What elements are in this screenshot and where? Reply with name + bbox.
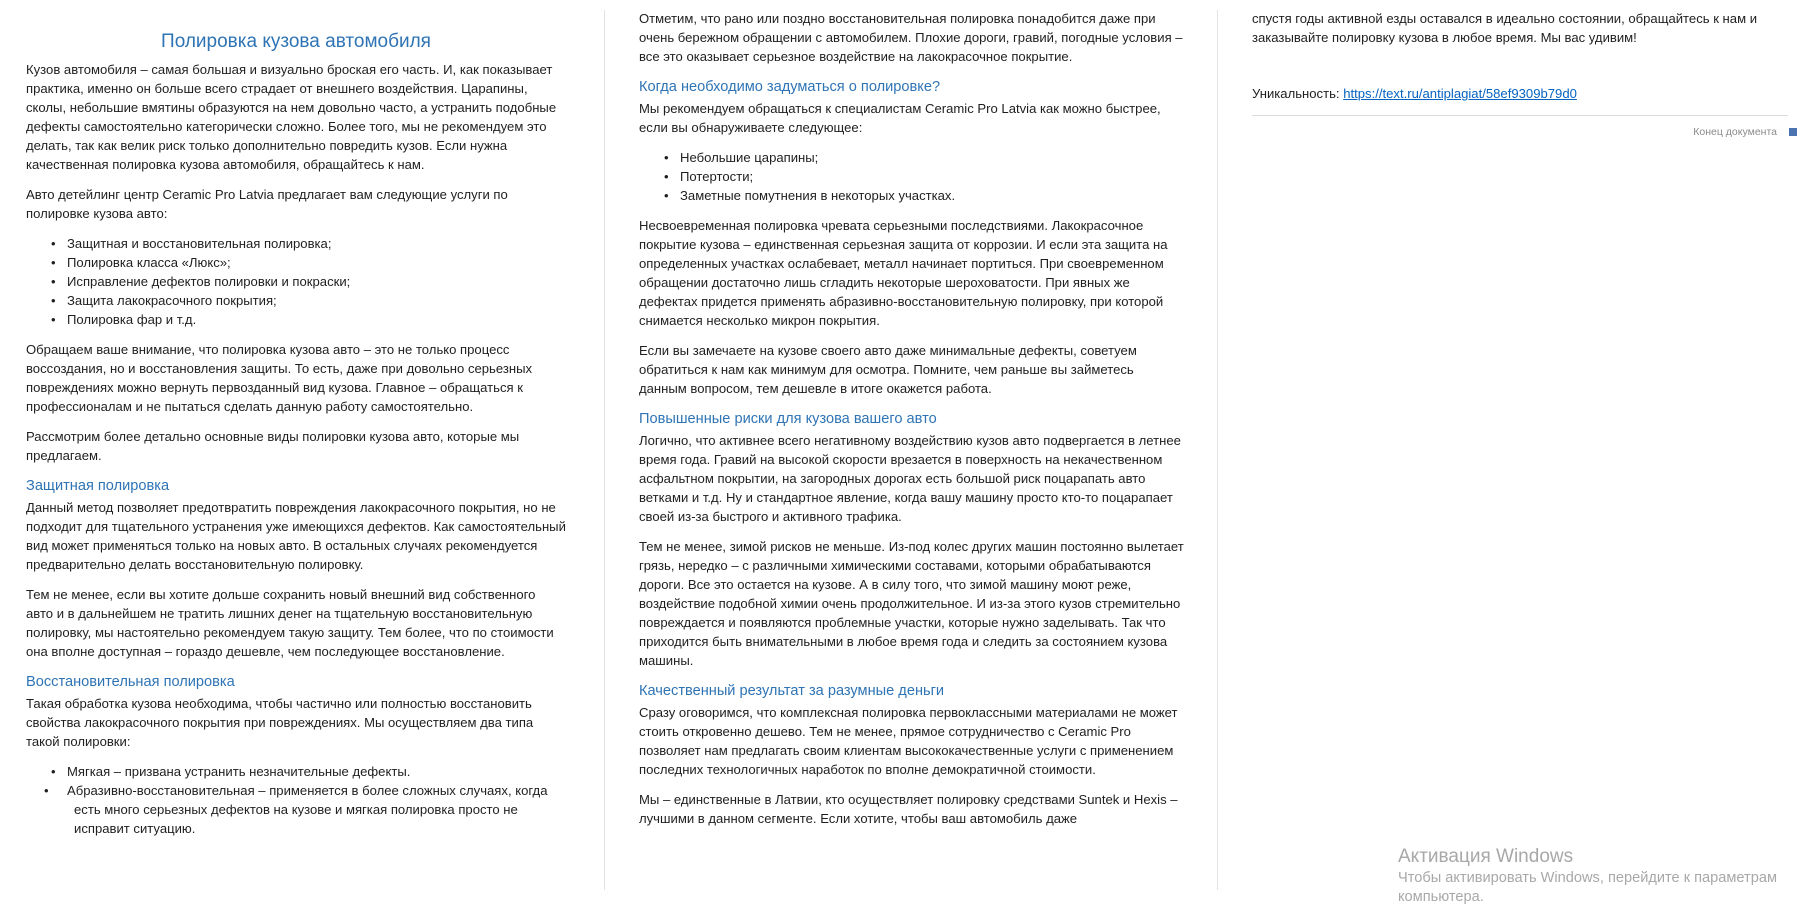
paragraph: Если вы замечаете на кузове своего авто даже минимальные дефекты, советуем обратиться к нам как минимум для осмотра. Помните, чем раньше вы займетесь данным вопросом, тем дешевле в итоге окажется работа. [639,343,1137,396]
list-item: • Исправление дефектов полировки и покраски; [67,272,566,291]
paragraph: Логично, что активнее всего негативному воздействию кузов авто подвергается в летнее время года. Гравий на высокой скорости врезается в поверхность на некачественном асфальтном покрытии, на загородных дорогах есть большой риск поцарапать авто ветками и т.д. Ну и стандартное явление, когда вашу машину просто кто-то поцарапает своей из-за быстрого и активного трафика. [639,433,1181,524]
paragraph: спустя годы активной езды оставался в идеально состоянии, обращайтесь к нам и заказывайте полировку кузова в любое время. Мы вас удивим! [1252,11,1758,45]
watermark-subtitle: Чтобы активировать Windows, перейдите к параметрам компьютера. [1398,870,1778,905]
paragraph: Тем не менее, зимой рисков не меньше. Из-под колес других машин постоянно вылетает грязь, нередко – с различными химическими составами, которыми обрабатываются дороги. Все это остается на кузове. А в силу того, что зимой машину моют реже, воздействие подобной химии очень продолжительное. И из-за этого кузов стремительно повреждается и появляются проблемные участки, которые нужно заделывать. Так что приходится быть внимательными в любое время года и следить за состоянием кузова машины. [639,539,1184,668]
list-item: • Защита лакокрасочного покрытия; [67,291,566,310]
uniqueness-line [1252,84,1797,103]
list-item: • Небольшие царапины; [680,148,1184,167]
polishing-types-list [26,762,566,838]
list-item: • Полировка класса «Люкс»; [67,253,566,272]
section-heading-when: Когда необходимо задуматься о полировке? [639,79,941,95]
uniqueness-link[interactable]: https://text.ru/antiplagiat/58ef9309b79d0 [1343,86,1577,101]
section-heading-protective: Защитная полировка [26,478,170,494]
attention-paragraph: Обращаем ваше внимание, что полировка кузова авто – это не только процесс воссоздания, но и восстановления защиты. То есть, даже при довольно серьезных повреждениях можно вернуть первозданный вид кузова. Главное – обращаться к профессионалам и не пытаться сделать данную работу самостоятельно. [26,342,533,414]
paragraph: Отметим, что рано или поздно восстановительная полировка понадобится даже при очень бережном обращении с автомобилем. Плохие дороги, гравий, погодные условия – все это оказывает серьезное воздействие на лакокрасочное покрытие. [639,11,1183,64]
paragraph: Тем не менее, если вы хотите дольше сохранить новый внешний вид собственного авто и в дальнейшем не тратить лишних денег на тщательную восстановительную полировку, мы настоятельно рекомендуем такую защиту. Тем более, что по стоимости она вполне доступная – гораздо дешевле, чем последующее восстановление. [26,587,554,659]
paragraph: Несвоевременная полировка чревата серьезными последствиями. Лакокрасочное покрытие кузова – единственная серьезная защита от коррозии. И если эта защита на определенных участках ослабевает, металл начинает портиться. При своевременном обращении достаточно лишь сгладить некоторые шероховатости. При явных же дефектах придется применять абразивно-восстановительную полировку, при которой снимается несколько микрон покрытия. [639,218,1168,328]
paragraph: Мы – единственные в Латвии, кто осуществляет полировку средствами Suntek и Hexis – лучшими в данном сегменте. Если хотите, чтобы ваш автомобиль даже [639,792,1178,826]
column-separator [604,10,605,890]
section-heading-restorative: Восстановительная полировка [26,674,235,690]
section-heading-risks: Повышенные риски для кузова вашего авто [639,411,937,427]
paragraph: Такая обработка кузова необходима, чтобы частично или полностью восстановить свойства лакокрасочного покрытия при повреждениях. Мы осуществляем два типа такой полировки: [26,696,534,749]
end-of-document-label: Конец документа [1693,126,1777,138]
paragraph: Мы рекомендуем обращаться к специалистам Ceramic Pro Latvia как можно быстрее, если вы обнаруживаете следующее: [639,101,1161,135]
list-item: • Заметные помутнения в некоторых участках. [680,186,1184,205]
page-column-3 [1252,0,1797,898]
section-heading-quality: Качественный результат за разумные деньги [639,683,945,699]
intro-paragraph: Кузов автомобиля – самая большая и визуально броская его часть. И, как показывает практика, именно он больше всего страдает от внешнего воздействия. Царапины, сколы, небольшие вмятины образуются на нем довольно часто, а устранить подобные дефекты самостоятельно категорически сложно. Более того, мы не рекомендуем это делать, так как велик риск только дополнительно повредить кузов. Если нужна качественная полировка кузова автомобиля, обращайтесь к нам. [26,62,557,172]
paragraph: Сразу оговоримся, что комплексная полировка первоклассными материалами не может стоить откровенно дешево. Тем не менее, прямое сотрудничество с Ceramic Pro позволяет нам предлагать своим клиентам высококачественные услуги с применением последних технологичных наработок по вполне демократичной стоимости. [639,705,1178,777]
uniqueness-label: Уникальность: [1252,86,1344,101]
services-list [26,234,566,329]
end-of-document-marker [1252,123,1797,142]
list-item: • Абразивно-восстановительная – применяется в более сложных случаях, когда есть много серьезных дефектов на кузове и мягкая полировка просто не исправит ситуацию. [67,781,566,838]
page-column-2 [639,0,1184,898]
watermark-title: Активация Windows [1398,846,1574,867]
end-divider [1252,115,1788,116]
signs-list [639,148,1184,205]
services-intro-paragraph: Авто детейлинг центр Ceramic Pro Latvia предлагает вам следующие услуги по полировке кузова авто: [26,187,508,221]
list-item: • Полировка фар и т.д. [67,310,566,329]
column-separator [1217,10,1218,890]
paragraph: Данный метод позволяет предотвратить повреждения лакокрасочного покрытия, но не подходит для тщательного устранения уже имеющихся дефектов. Как самостоятельный вид может применяться только на новых авто. В остальных случаях рекомендуется предварительно делать восстановительную полировку. [26,500,566,572]
consider-paragraph: Рассмотрим более детально основные виды полировки кузова авто, которые мы предлагаем. [26,429,520,463]
list-item: • Защитная и восстановительная полировка; [67,234,566,253]
document-title: Полировка кузова автомобиля [161,31,431,52]
list-item: • Потертости; [680,167,1184,186]
list-item: • Мягкая – призвана устранить незначительные дефекты. [67,762,566,781]
end-square-icon [1789,128,1797,136]
page-column-1 [26,0,566,898]
